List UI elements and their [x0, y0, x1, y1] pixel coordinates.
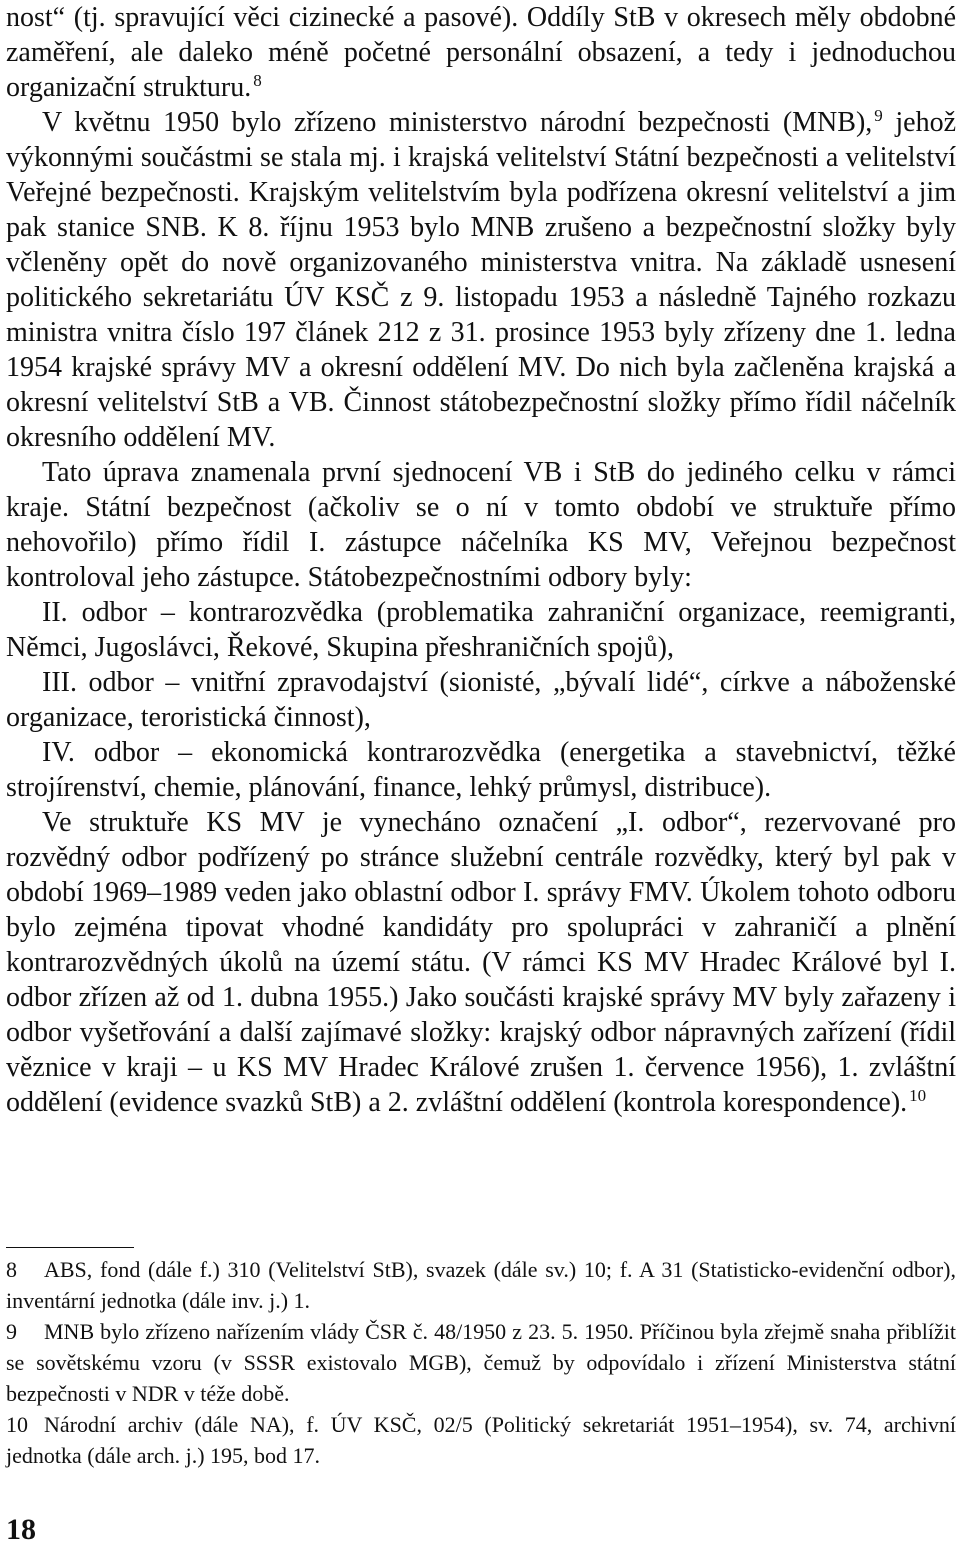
list-item — [6, 665, 956, 735]
footnote-number: 9 — [6, 1319, 17, 1344]
paragraph — [6, 105, 956, 455]
paragraph-text: IV. odbor – ekonomická kontrarozvědka (energetika a stavebnictví, těžké strojírenství, chemie, plánování, finance, lehký průmysl, distribuce). — [6, 737, 956, 803]
paragraph-text: V květnu 1950 bylo zřízeno ministerstvo národní bezpečnosti (MNB), — [42, 107, 873, 138]
footnote-ref[interactable]: 10 — [909, 1085, 927, 1105]
footnote-text: MNB bylo zřízeno nařízením vlády ČSR č. 48/1950 z 23. 5. 1950. Příčinou byla zřejmě snaha přiblížit se sovětskému vzoru (v SSSR existovalo MGB), čemuž by odpovídalo i zřízení Ministerstva státní bezpečnosti v NDR v téže době. — [6, 1319, 956, 1406]
footnote-number: 10 — [6, 1412, 28, 1437]
footnote-divider — [6, 1247, 134, 1248]
footnote-text: ABS, fond (dále f.) 310 (Velitelství StB), svazek (dále sv.) 10; f. A 31 (Statisticko-evidenční odbor), inventární jednotka (dále inv. j.) 1. — [6, 1257, 956, 1313]
paragraph — [6, 455, 956, 595]
list-item — [6, 735, 956, 805]
footnote-ref[interactable]: 8 — [253, 70, 262, 90]
paragraph-text: Ve struktuře KS MV je vynecháno označení „I. odbor“, rezervované pro rozvědný odbor podřízený po stránce služební centrále rozvědky, který byl pak v období 1969–1989 veden jako oblastní odbor I. správy FMV. Úkolem tohoto odboru bylo zejména tipovat vhodné kandidáty pro spolupráci v zahraničí a plnění kontrarozvědných úkolů na území státu. (V rámci KS MV Hradec Králové byl I. odbor zřízen až od 1. dubna 1955.) Jako součásti krajské správy MV byly zařazeny i odbor vyšetřování a další zajímavé složky: krajský odbor nápravných zařízení (řídil věznice v kraji – u KS MV Hradec Králové zrušen 1. července 1956), 1. zvláštní oddělení (evidence svazků StB) a 2. zvláštní oddělení (kontrola korespondence). — [6, 807, 956, 1118]
paragraph-text: III. odbor – vnitřní zpravodajství (sionisté, „bývalí lidé“, církve a náboženské organizace, teroristická činnost), — [6, 667, 956, 733]
paragraph-text: Tato úprava znamenala první sjednocení VB i StB do jediného celku v rámci kraje. Státní bezpečnost (ačkoliv se o ní v tomto období ve struktuře přímo nehovořilo) přímo řídil I. zástupce náčelníka KS MV, Veřejnou bezpečnost kontroloval jeho zástupce. Státobezpečnostními odbory byly: — [6, 457, 956, 593]
list-item — [6, 595, 956, 665]
paragraph — [6, 0, 956, 105]
paragraph-text: II. odbor – kontrarozvědka (problematika zahraniční organizace, reemigranti, Němci, Jugoslávci, Řekové, Skupina přeshraničních spojů), — [6, 597, 956, 663]
footnote-number: 8 — [6, 1257, 17, 1282]
paragraph-text: jehož výkonnými součástmi se stala mj. i krajská velitelství Státní bezpečnosti a velitelství Veřejné bezpečnosti. Krajským velitelstvím byla podřízena okresní velitelství a jim pak stanice SNB. K 8. říjnu 1953 bylo MNB zrušeno a bezpečnostní složky byly včleněny opět do nově organizovaného ministerstva vnitra. Na základě usnesení politického sekretariátu ÚV KSČ z 9. listopadu 1953 a následně Tajného rozkazu ministra vnitra číslo 197 článek 212 z 31. prosince 1953 byly zřízeny dne 1. ledna 1954 krajské správy MV a okresní oddělení MV. Do nich byla začleněna krajská a okresní velitelství StB a VB. Činnost státobezpečnostní složky přímo řídil náčelník okresního oddělení MV. — [6, 107, 956, 453]
footnote-text: Národní archiv (dále NA), f. ÚV KSČ, 02/5 (Politický sekretariát 1951–1954), sv. 74, archivní jednotka (dále arch. j.) 195, bod 17. — [6, 1412, 956, 1468]
footnotes — [6, 1254, 956, 1471]
footnote — [6, 1254, 956, 1316]
footnote-ref[interactable]: 9 — [874, 105, 883, 125]
paragraph-text: nost“ (tj. spravující věci cizinecké a pasové). Oddíly StB v okresech měly obdobné zaměření, ale daleko méně početné personální obsazení, a tedy i jednoduchou organizační strukturu. — [6, 2, 956, 103]
page-number: 18 — [6, 1513, 36, 1546]
footnote — [6, 1409, 956, 1471]
footnote — [6, 1316, 956, 1409]
paragraph — [6, 805, 956, 1120]
main-text — [6, 0, 956, 1120]
